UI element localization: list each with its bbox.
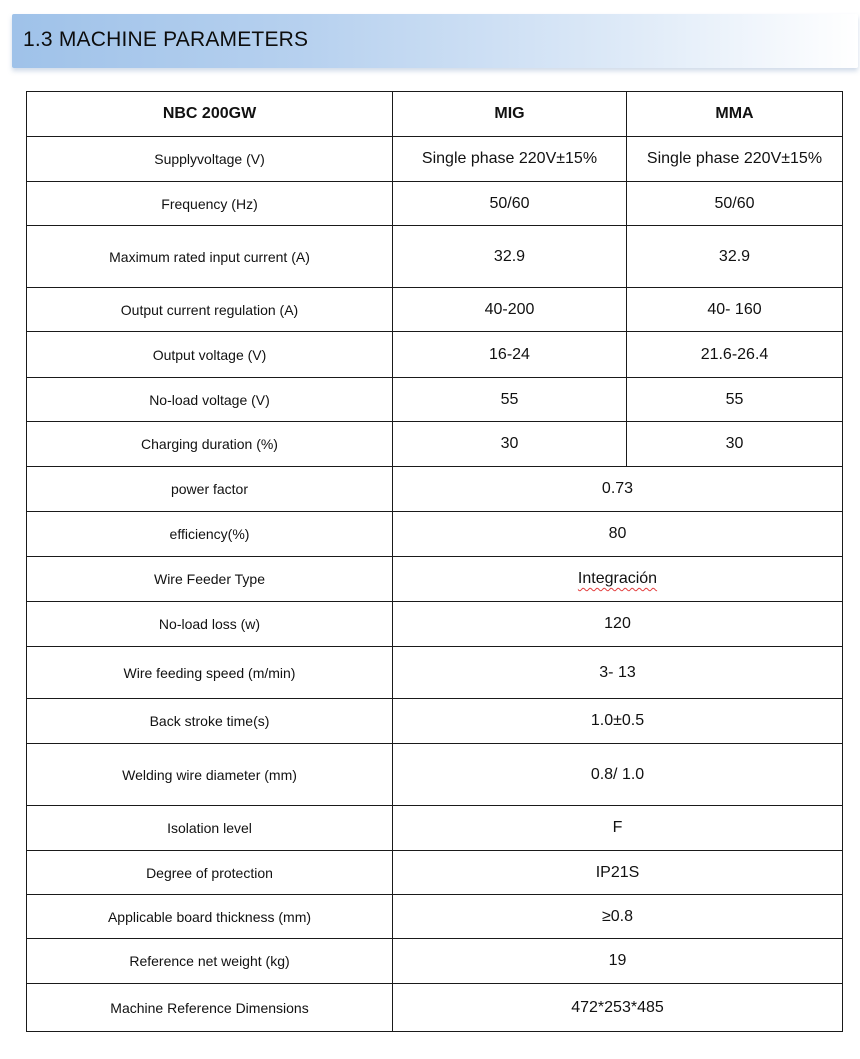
row-label: Degree of protection <box>27 851 393 895</box>
merged-value: 472*253*485 <box>393 984 843 1032</box>
row-label: Welding wire diameter (mm) <box>27 744 393 806</box>
mma-value: Single phase 220V±15% <box>627 137 843 182</box>
row-label: Isolation level <box>27 806 393 851</box>
header-model: NBC 200GW <box>27 92 393 137</box>
row-label: Output current regulation (A) <box>27 288 393 332</box>
table-row <box>27 984 843 1032</box>
header-mma: MMA <box>627 92 843 137</box>
table-row <box>27 226 843 288</box>
table-row <box>27 332 843 378</box>
table-row <box>27 512 843 557</box>
machine-parameters-table <box>26 91 843 1032</box>
table-row <box>27 939 843 984</box>
table-row <box>27 288 843 332</box>
row-label: Reference net weight (kg) <box>27 939 393 984</box>
row-label: Charging duration (%) <box>27 422 393 467</box>
table-row <box>27 895 843 939</box>
table-row <box>27 422 843 467</box>
mma-value: 40- 160 <box>627 288 843 332</box>
mig-value: 32.9 <box>393 226 627 288</box>
row-label: Machine Reference Dimensions <box>27 984 393 1032</box>
table-header-row <box>27 92 843 137</box>
wire-feeder-type-value: Integración <box>577 570 658 587</box>
mig-value: Single phase 220V±15% <box>393 137 627 182</box>
row-label: No-load voltage (V) <box>27 378 393 422</box>
table-row <box>27 378 843 422</box>
row-label: Maximum rated input current (A) <box>27 226 393 288</box>
table-row <box>27 182 843 226</box>
mig-value: 40-200 <box>393 288 627 332</box>
mig-value: 16-24 <box>393 332 627 378</box>
mig-value: 30 <box>393 422 627 467</box>
merged-value: 1.0±0.5 <box>393 699 843 744</box>
table-row <box>27 137 843 182</box>
table-row <box>27 467 843 512</box>
row-label: Wire Feeder Type <box>27 557 393 602</box>
mma-value: 32.9 <box>627 226 843 288</box>
header-mig: MIG <box>393 92 627 137</box>
merged-value: 120 <box>393 602 843 647</box>
row-label: Back stroke time(s) <box>27 699 393 744</box>
mma-value: 55 <box>627 378 843 422</box>
row-label: power factor <box>27 467 393 512</box>
merged-value: 0.73 <box>393 467 843 512</box>
section-title: 1.3 MACHINE PARAMETERS <box>23 28 309 51</box>
table-row <box>27 744 843 806</box>
merged-value: 0.8/ 1.0 <box>393 744 843 806</box>
merged-value: IP21S <box>393 851 843 895</box>
row-label: Frequency (Hz) <box>27 182 393 226</box>
row-label: Supplyvoltage (V) <box>27 137 393 182</box>
merged-value: ≥0.8 <box>393 895 843 939</box>
mma-value: 50/60 <box>627 182 843 226</box>
table-row <box>27 806 843 851</box>
row-label: Applicable board thickness (mm) <box>27 895 393 939</box>
merged-value: 80 <box>393 512 843 557</box>
row-label: Wire feeding speed (m/min) <box>27 647 393 699</box>
section-header <box>12 14 858 68</box>
table-row <box>27 602 843 647</box>
table-row <box>27 699 843 744</box>
row-label: Output voltage (V) <box>27 332 393 378</box>
merged-value <box>393 557 843 602</box>
merged-value: 19 <box>393 939 843 984</box>
mig-value: 50/60 <box>393 182 627 226</box>
merged-value: 3- 13 <box>393 647 843 699</box>
table-row <box>27 647 843 699</box>
mma-value: 30 <box>627 422 843 467</box>
table-row <box>27 851 843 895</box>
table-row <box>27 557 843 602</box>
row-label: No-load loss (w) <box>27 602 393 647</box>
mma-value: 21.6-26.4 <box>627 332 843 378</box>
row-label: efficiency(%) <box>27 512 393 557</box>
merged-value: F <box>393 806 843 851</box>
mig-value: 55 <box>393 378 627 422</box>
